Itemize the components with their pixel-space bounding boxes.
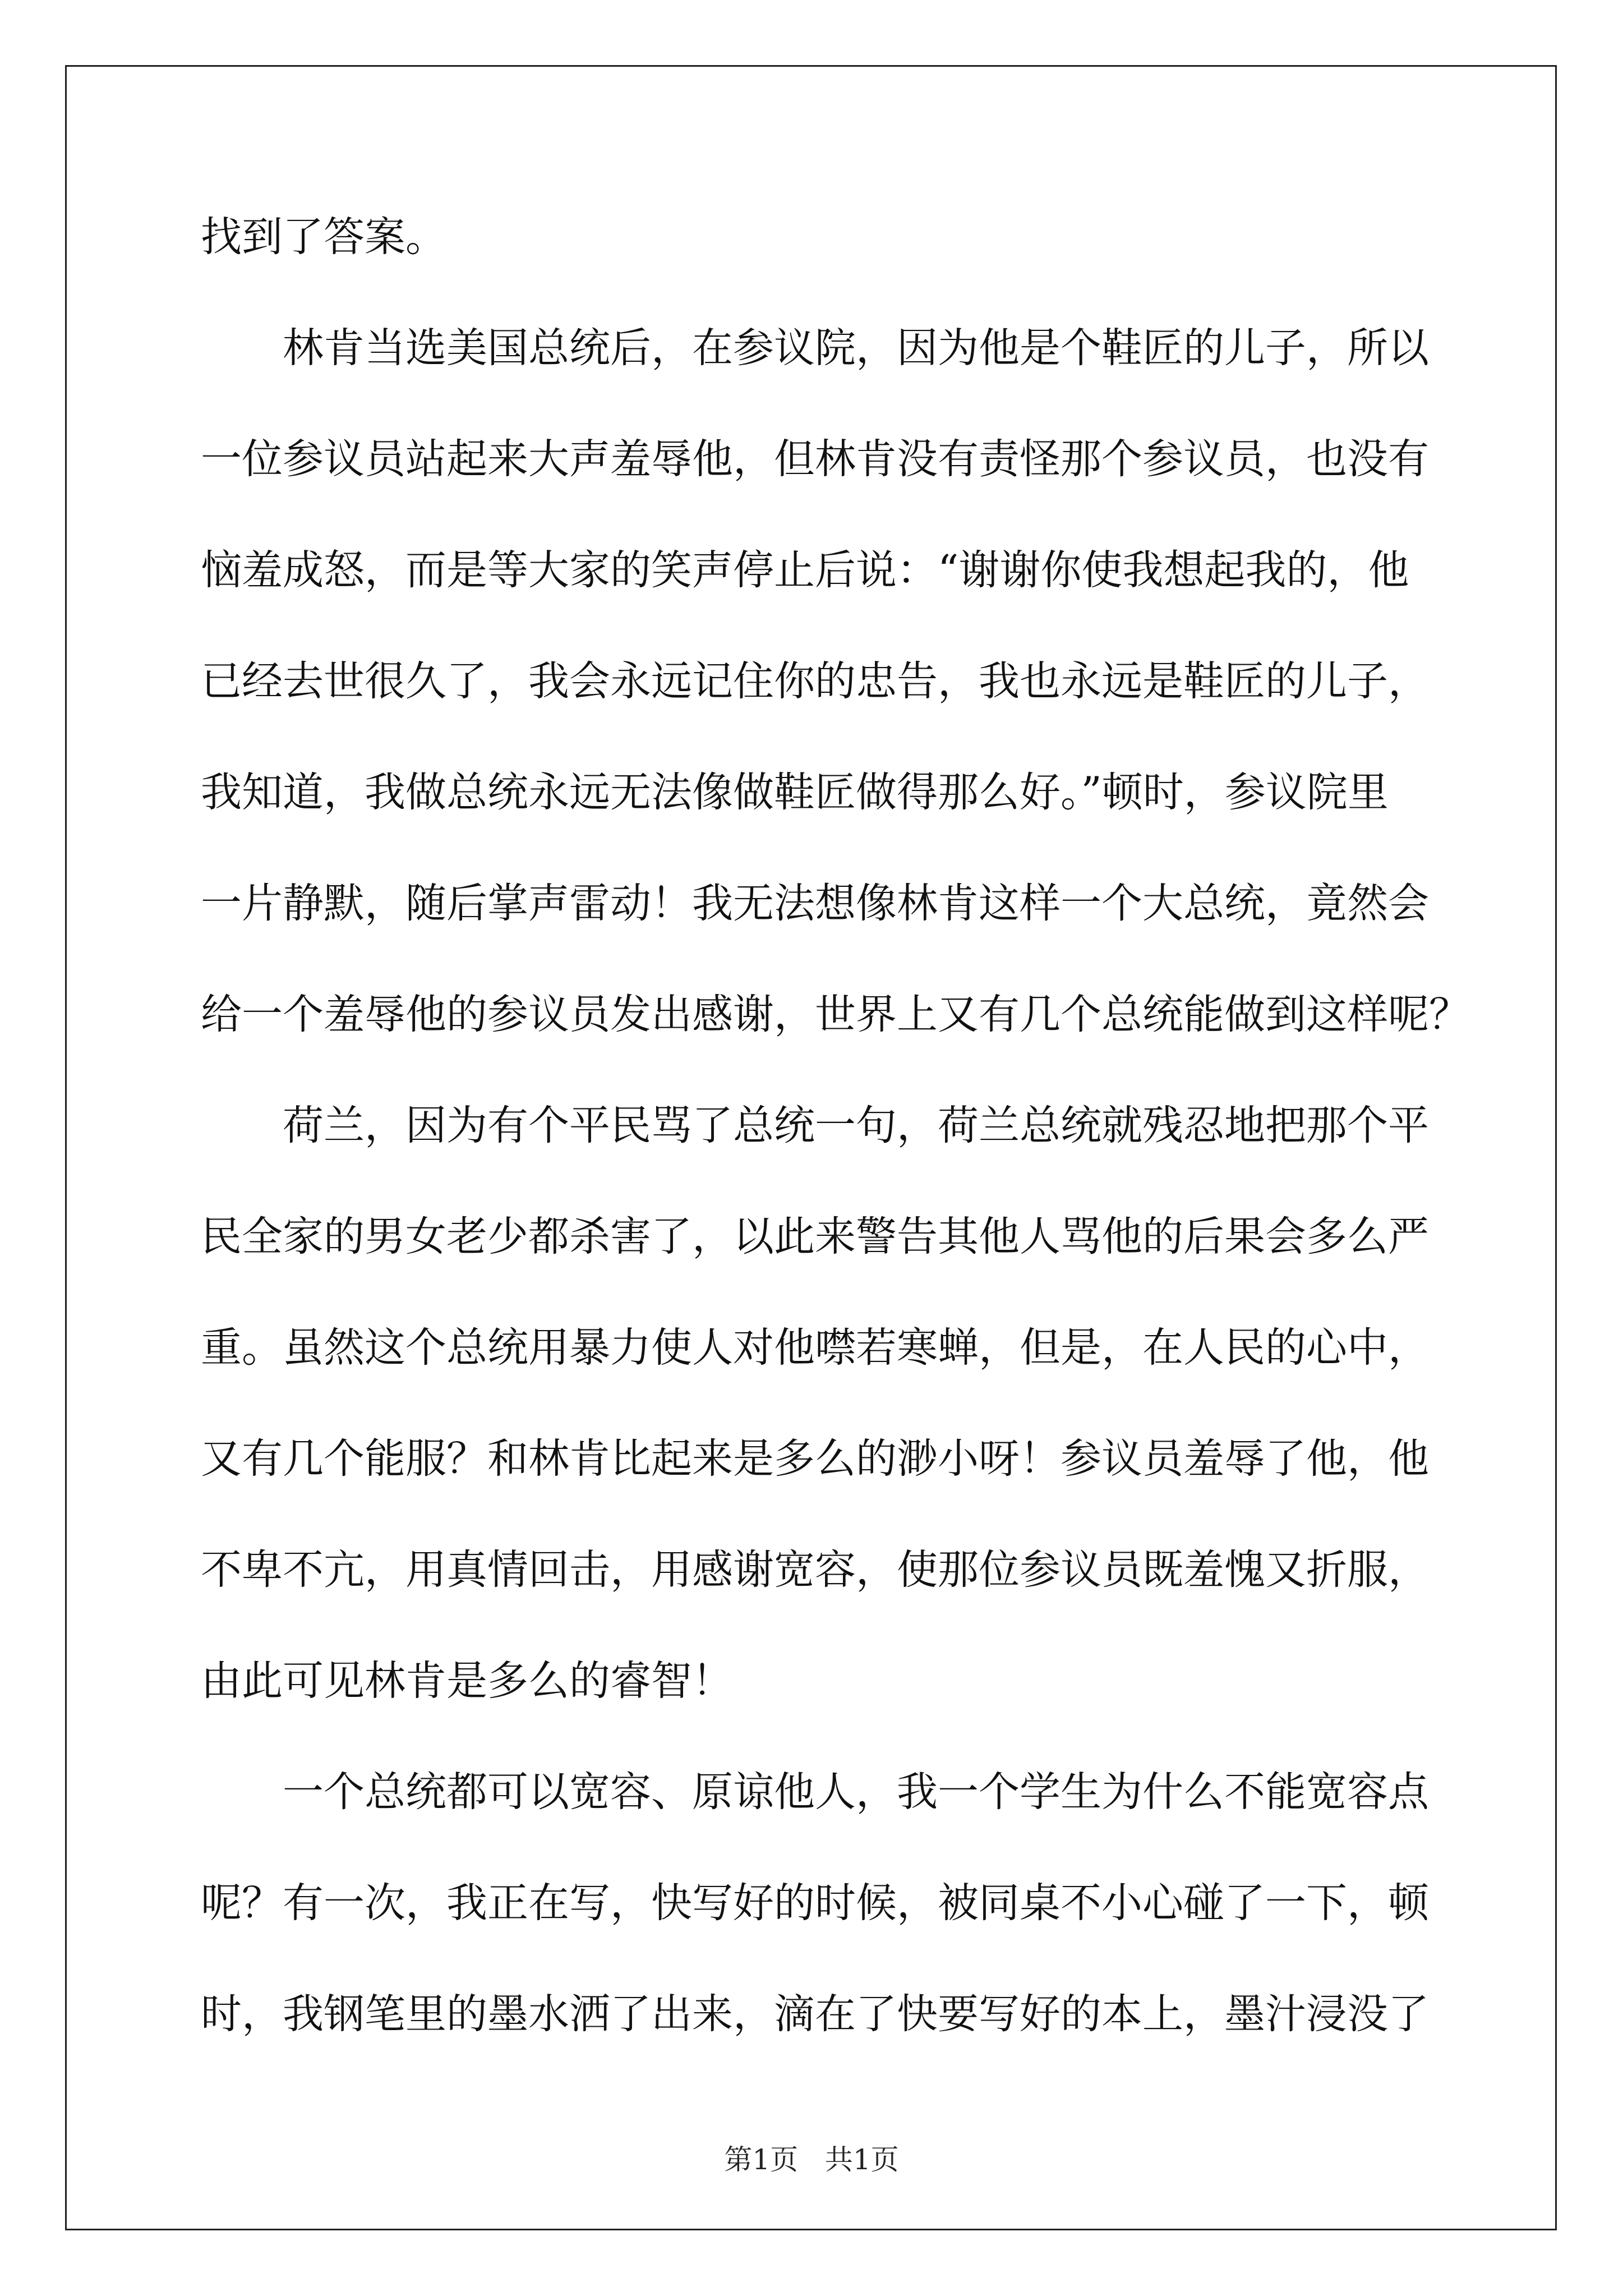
text-line: 一位参议员站起来大声羞辱他，但林肯没有责怪那个参议员，也没有: [201, 435, 1429, 483]
text-line: 呢？有一次，我正在写，快写好的时候，被同桌不小心碰了一下，顿: [201, 1879, 1429, 1927]
text-line: 一个总统都可以宽容、原谅他人，我一个学生为什么不能宽容点: [283, 1768, 1429, 1816]
text-line: 不卑不亢，用真情回击，用感谢宽容，使那位参议员既羞愧又折服，: [201, 1546, 1429, 1594]
text-line: 给一个羞辱他的参议员发出感谢，世界上又有几个总统能做到这样呢？: [201, 991, 1470, 1038]
text-line: 荷兰，因为有个平民骂了总统一句，荷兰总统就残忍地把那个平: [283, 1102, 1429, 1149]
text-line: 民全家的男女老少都杀害了，以此来警告其他人骂他的后果会多么严: [201, 1213, 1429, 1260]
page-footer: 第1页 共1页: [724, 2143, 899, 2176]
text-line: 重。虽然这个总统用暴力使人对他噤若寒蝉，但是，在人民的心中，: [201, 1324, 1429, 1372]
text-line: 又有几个能服？和林肯比起来是多么的渺小呀！参议员羞辱了他，他: [201, 1435, 1429, 1483]
text-line: 找到了答案。: [201, 213, 446, 261]
text-line: 已经去世很久了，我会永远记住你的忠告，我也永远是鞋匠的儿子，: [201, 657, 1429, 705]
text-line: 我知道，我做总统永远无法像做鞋匠做得那么好。”顿时，参议院里: [201, 769, 1389, 816]
text-line: 由此可见林肯是多么的睿智！: [201, 1657, 733, 1705]
text-line: 恼羞成怒，而是等大家的笑声停止后说：“谢谢你使我想起我的，他: [201, 546, 1409, 594]
text-line: 一片静默，随后掌声雷动！我无法想像林肯这样一个大总统，竟然会: [201, 880, 1429, 927]
text-line: 林肯当选美国总统后，在参议院，因为他是个鞋匠的儿子，所以: [283, 324, 1429, 372]
text-line: 时，我钢笔里的墨水洒了出来，滴在了快要写好的本上，墨汁浸没了: [201, 1990, 1429, 2038]
